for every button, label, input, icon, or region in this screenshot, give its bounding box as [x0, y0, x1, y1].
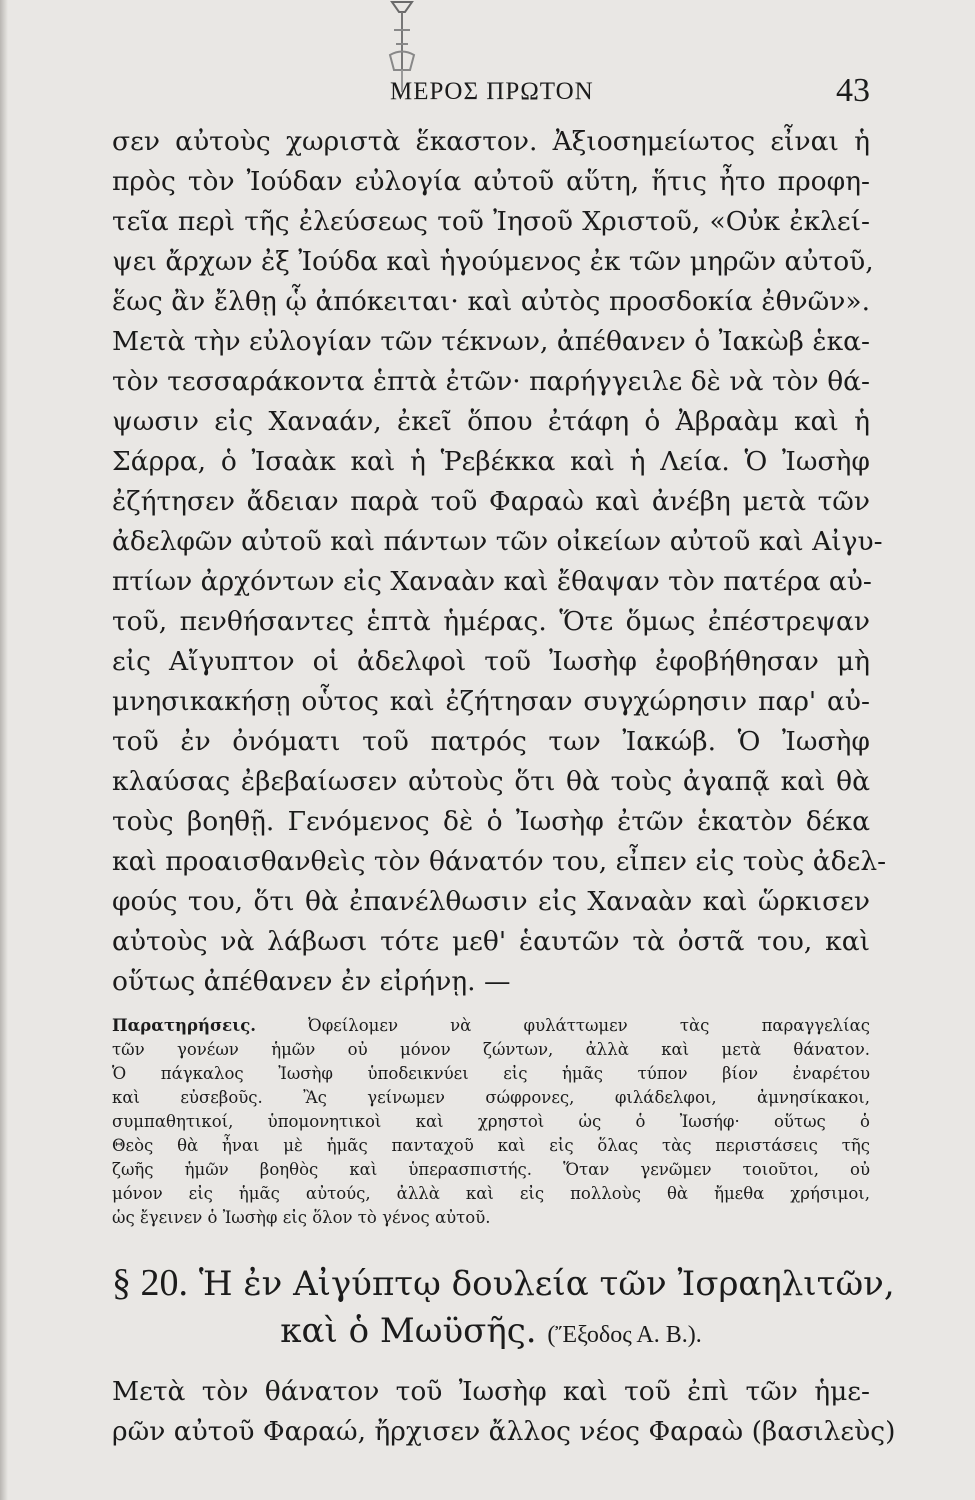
page-number: 43	[836, 72, 870, 109]
text-line: Μετὰ τὴν εὐλογίαν τῶν τέκνων, ἀπέθανεν ὁ Ἰακὼβ ἑκα-	[112, 326, 870, 357]
section-title: Ἡ ἐν Αἰγύπτῳ δουλεία τῶν Ἰσραηλιτῶν,	[198, 1264, 895, 1304]
note-line: μόνον εἰς ἡμᾶς αὐτούς, ἀλλὰ καὶ εἰς πολλοὺς θὰ ἤμεθα χρήσιμοι,	[112, 1184, 870, 1203]
text-line: πτίων ἀρχόντων εἰς Χαναὰν καὶ ἔθαψαν τὸν πατέρα αὐ-	[112, 566, 872, 597]
text-line: Σάρρα, ὁ Ἰσαὰκ καὶ ἡ Ῥεβέκκα καὶ ἡ Λεία. Ὁ Ἰωσὴφ	[112, 446, 870, 477]
text-line: ψει ἄρχων ἐξ Ἰούδα καὶ ἡγούμενος ἐκ τῶν μηρῶν αὐτοῦ,	[112, 246, 874, 277]
text-line: σεν αὐτοὺς χωριστὰ ἕκαστον. Ἀξιοσημείωτος εἶναι ἡ	[112, 126, 870, 157]
text-line: Μετὰ τὸν θάνατον τοῦ Ἰωσὴφ καὶ τοῦ ἐπὶ τῶν ἡμε-	[112, 1376, 870, 1407]
section-subtitle: καὶ ὁ Μωϋσῆς.	[280, 1311, 537, 1351]
text-line: ἐζήτησεν ἄδειαν παρὰ τοῦ Φαραὼ καὶ ἀνέβη μετὰ τῶν	[112, 486, 870, 517]
note-line: Θεὸς θὰ ἦναι μὲ ἡμᾶς πανταχοῦ καὶ εἰς ὅλας τὰς περιστάσεις τῆς	[112, 1136, 870, 1155]
text-line: φούς του, ὅτι θὰ ἐπανέλθωσιν εἰς Χαναὰν καὶ ὥρκισεν	[112, 886, 870, 917]
note-line: συμπαθητικοί, ὑπομονητικοὶ καὶ χρηστοὶ ὡς ὁ Ἰωσήφ· οὕτως ὁ	[112, 1112, 870, 1131]
section-title-line-2	[112, 1306, 870, 1360]
note-line: Ὁ πάγκαλος Ἰωσὴφ ὑποδεικνύει εἰς ἡμᾶς τύπον βίον ἐναρέτου	[112, 1064, 870, 1083]
text-line: τοῦ ἐν ὀνόματι τοῦ πατρός των Ἰακώβ. Ὁ Ἰωσὴφ	[112, 726, 870, 757]
text-line: ἀδελφῶν αὐτοῦ καὶ πάντων τῶν οἰκείων αὐτοῦ καὶ Αἰγυ-	[112, 526, 883, 557]
text-line: ψωσιν εἰς Χαναάν, ἐκεῖ ὅπου ἐτάφη ὁ Ἀβραὰμ καὶ ἡ	[112, 406, 870, 437]
note-line: ὡς ἔγεινεν ὁ Ἰωσὴφ εἰς ὅλον τὸ γένος αὐτοῦ.	[112, 1208, 491, 1227]
running-head: ΜΕΡΟΣ ΠΡΩΤΟΝ	[390, 78, 594, 105]
text-line: καὶ προαισθανθεὶς τὸν θάνατόν του, εἶπεν εἰς τοὺς ἀδελ-	[112, 846, 887, 877]
text-line: ρῶν αὐτοῦ Φαραώ, ἤρχισεν ἄλλος νέος Φαραὼ (βασιλεὺς)	[112, 1416, 896, 1447]
section-number: § 20.	[112, 1262, 188, 1304]
text-line: τοῦ, πενθήσαντες ἑπτὰ ἡμέρας. Ὅτε ὅμως ἐπέστρεψαν	[112, 606, 870, 637]
text-line: οὕτως ἀπέθανεν ἐν εἰρήνῃ. —	[112, 966, 511, 997]
source-reference: (Ἔξοδος Α. Β.).	[547, 1322, 702, 1348]
note-text: Ὀφείλομεν νὰ φυλάττωμεν τὰς παραγγελίας	[256, 1016, 870, 1035]
note-line: ζωῆς ἡμῶν βοηθὸς καὶ ὑπερασπιστής. Ὅταν γενῶμεν τοιοῦτοι, οὐ	[112, 1160, 870, 1179]
text-line: μνησικακήσῃ οὗτος καὶ ἐζήτησαν συγχώρησιν παρ' αὐ-	[112, 686, 870, 717]
text-line: ἕως ἂν ἔλθῃ ᾧ ἀπόκειται· καὶ αὐτὸς προσδοκία ἐθνῶν».	[112, 286, 870, 317]
note-line: τῶν γονέων ἡμῶν οὐ μόνον ζώντων, ἀλλὰ καὶ μετὰ θάνατον.	[112, 1040, 870, 1059]
note-label: Παρατηρήσεις.	[112, 1016, 256, 1035]
page-header	[110, 72, 870, 112]
section-title-line-1	[112, 1258, 895, 1309]
text-line: τὸν τεσσαράκοντα ἑπτὰ ἐτῶν· παρήγγειλε δὲ νὰ τὸν θά-	[112, 366, 870, 397]
text-line: κλαύσας ἐβεβαίωσεν αὐτοὺς ὅτι θὰ τοὺς ἀγαπᾷ καὶ θὰ	[112, 766, 870, 797]
text-line: πρὸς τὸν Ἰούδαν εὐλογία αὐτοῦ αὕτη, ἥτις ἦτο προφη-	[112, 166, 870, 197]
text-line: αὐτοὺς νὰ λάβωσι τότε μεθ' ἑαυτῶν τὰ ὀστᾶ του, καὶ	[112, 926, 870, 957]
text-line: τοὺς βοηθῇ. Γενόμενος δὲ ὁ Ἰωσὴφ ἐτῶν ἑκατὸν δέκα	[112, 806, 870, 837]
page-edge-shadow	[0, 0, 8, 1500]
text-line: τεῖα περὶ τῆς ἐλεύσεως τοῦ Ἰησοῦ Χριστοῦ, «Οὐκ ἐκλεί-	[112, 206, 870, 237]
note-line: καὶ εὐσεβοῦς. Ἂς γείνωμεν σώφρονες, φιλάδελφοι, ἀμνησίκακοι,	[112, 1088, 870, 1107]
text-line: εἰς Αἴγυπτον οἱ ἀδελφοὶ τοῦ Ἰωσὴφ ἐφοβήθησαν μὴ	[112, 646, 870, 677]
note-first-line	[112, 1014, 870, 1037]
